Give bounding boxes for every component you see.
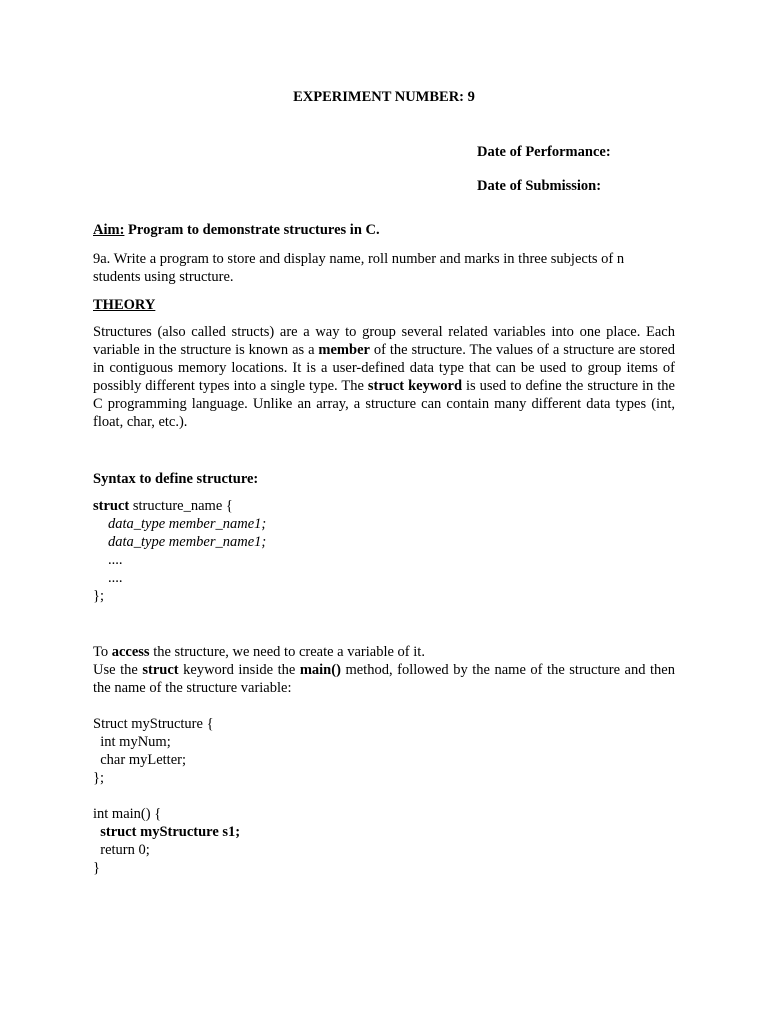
access2-struct: struct — [142, 662, 179, 678]
member-term: member — [318, 342, 370, 358]
syntax-dots-1: .... — [108, 552, 123, 568]
aim-line — [93, 221, 675, 239]
access2-text-e: method, followed by the name of the structure and then the name of the structure variable: — [93, 662, 675, 696]
aim-label: Aim: — [93, 222, 125, 238]
aim-text: Program to demonstrate structures in C. — [128, 222, 380, 238]
syntax-code-block — [93, 497, 675, 605]
theory-text-2: of the structure. The values of a structure are stored in contiguous memory locations. It is a user-defined data type that can be used to group items of possibly different types into a single type. The — [93, 342, 675, 394]
syntax-close: }; — [93, 588, 104, 604]
example-line: }; — [93, 770, 104, 786]
task-statement: 9a. Write a program to store and display name, roll number and marks in three subjects of n students using structure. — [93, 251, 625, 285]
date-of-performance-label: Date of Performance: — [477, 144, 611, 160]
example-code-block — [93, 715, 675, 877]
example-line: int main() { — [93, 806, 162, 822]
experiment-title: EXPERIMENT NUMBER: 9 — [293, 89, 475, 105]
theory-heading: THEORY — [93, 297, 156, 313]
example-line: } — [93, 860, 100, 876]
syntax-line-1-rest: structure_name { — [129, 498, 233, 514]
access-line-1 — [93, 643, 675, 661]
syntax-heading: Syntax to define structure: — [93, 471, 259, 487]
syntax-member-1: data_type member_name1; — [108, 516, 267, 532]
access2-main: main() — [299, 662, 341, 678]
example-line-blank — [93, 787, 675, 805]
theory-text-3: is used to define the structure in the C programming language. Unlike an array, a structure can contain many different data types (int, float, char, etc.). — [93, 378, 675, 430]
syntax-line-1 — [93, 497, 675, 515]
theory-paragraph — [93, 323, 675, 431]
access2-text-a: Use the — [93, 662, 143, 678]
access-text-c: the structure, we need to create a variable of it. — [149, 644, 425, 660]
access-paragraph — [93, 661, 675, 697]
struct-kw: struct — [93, 498, 130, 514]
access2-text-c: keyword inside the — [178, 662, 300, 678]
syntax-member-2: data_type member_name1; — [108, 534, 267, 550]
date-of-submission-label: Date of Submission: — [477, 178, 602, 194]
example-line: Struct myStructure { — [93, 716, 214, 732]
access-text-a: To — [93, 644, 112, 660]
theory-text-1: Structures (also called structs) are a way to group several related variables into one place. Each variable in the structure is known as a — [93, 324, 675, 358]
struct-keyword-term: struct keyword — [367, 378, 463, 394]
example-line: int myNum; — [93, 734, 171, 750]
example-line: return 0; — [93, 842, 150, 858]
example-line-bold: struct myStructure s1; — [93, 824, 241, 840]
access-term: access — [111, 644, 150, 660]
syntax-dots-2: .... — [108, 570, 123, 586]
example-line: char myLetter; — [93, 752, 186, 768]
